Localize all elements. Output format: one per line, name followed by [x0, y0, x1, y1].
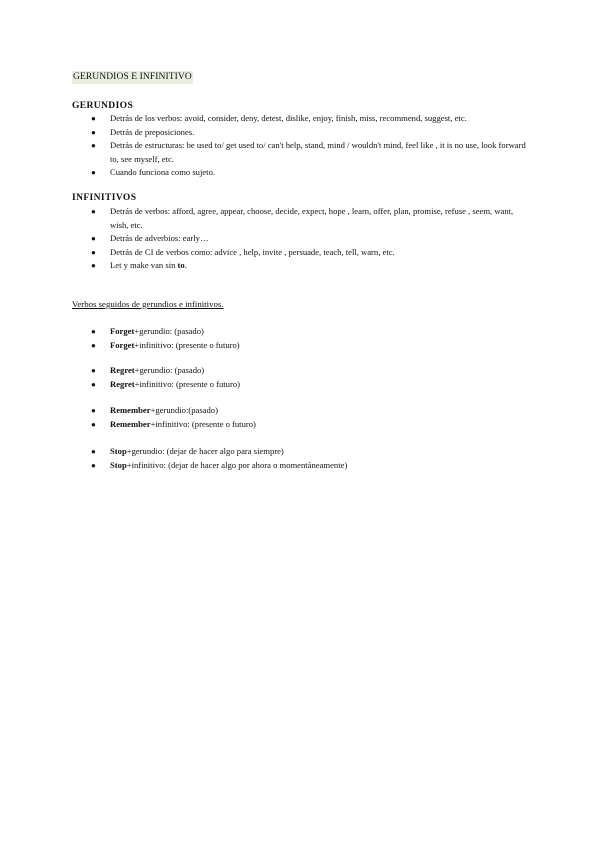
bullet-icon: ● [91, 460, 96, 470]
list-item: ● Detrás de estructuras: be used to/ get used to/ can't help, stand, mind / wouldn't mind, feel like , it is no use, look forward to, see myself, etc. [91, 140, 526, 164]
list-item: ● Forget+infinitivo: (presente o futuro) [0, 339, 600, 353]
list-item: ● Regret+infinitivo: (presente o futuro) [0, 378, 600, 392]
infinitivos-heading: INFINITIVOS [72, 193, 137, 203]
bullet-icon: ● [91, 379, 96, 389]
verb-group-remember [0, 404, 600, 431]
verb-group-forget [0, 325, 600, 352]
list-item: ● Detrás de preposiciones. [0, 126, 530, 140]
bullet-icon: ● [91, 419, 96, 429]
list-item: ● Detrás de CI de verbos como: advice , help, invite , persuade, teach, tell, warn, etc. [0, 246, 530, 260]
verb-group-stop [0, 445, 600, 472]
list-item: ● Detrás de los verbos: avoid, consider, deny, detest, dislike, enjoy, finish, miss, recommend, suggest, etc. [0, 112, 530, 126]
gerundios-heading: GERUNDIOS [72, 101, 134, 111]
infinitivos-list [0, 205, 600, 273]
list-item: ● Let y make van sin to. [0, 259, 530, 273]
bullet-icon: ● [91, 366, 96, 375]
list-item: ● Stop+gerundio: (dejar de hacer algo para siempre) [0, 445, 600, 459]
bullet-icon: ● [91, 261, 96, 270]
list-item: ● Forget+gerundio: (pasado) [0, 325, 600, 339]
bullet-icon: ● [91, 127, 96, 137]
bullet-icon: ● [91, 406, 96, 415]
list-item: ● Remember+infinitivo: (presente o futuro) [0, 418, 600, 432]
verb-group-regret [0, 364, 600, 391]
list-item: ● Detrás de adverbios: early… [0, 232, 530, 246]
gerundios-list [0, 112, 600, 180]
bullet-icon: ● [91, 234, 96, 243]
list-item: ● Cuando funciona como sujeto. [0, 166, 530, 180]
list-item: ● Regret+gerundio: (pasado) [0, 364, 600, 378]
bullet-icon: ● [91, 340, 96, 350]
list-item: ● Stop+infinitivo: (dejar de hacer algo por ahora o momentáneamente) [0, 459, 600, 473]
bullet-icon: ● [91, 114, 96, 123]
list-item: ● Remember+gerundio:(pasado) [0, 404, 600, 418]
document-title: GERUNDIOS E INFINITIVO [73, 72, 192, 82]
bullet-icon: ● [91, 168, 96, 177]
bullet-icon: ● [91, 327, 96, 336]
verbos-seguidos-heading: Verbos seguidos de gerundios e infinitivos. [72, 299, 224, 309]
bullet-icon: ● [91, 247, 96, 257]
bullet-icon: ● [91, 141, 96, 150]
bullet-icon: ● [91, 447, 96, 456]
list-item: ● Detrás de verbos: afford, agree, appear, choose, decide, expect, hope , learn, offer, plan, promise, refuse , seem, want, wish, etc. [91, 206, 514, 230]
bullet-icon: ● [91, 207, 96, 216]
